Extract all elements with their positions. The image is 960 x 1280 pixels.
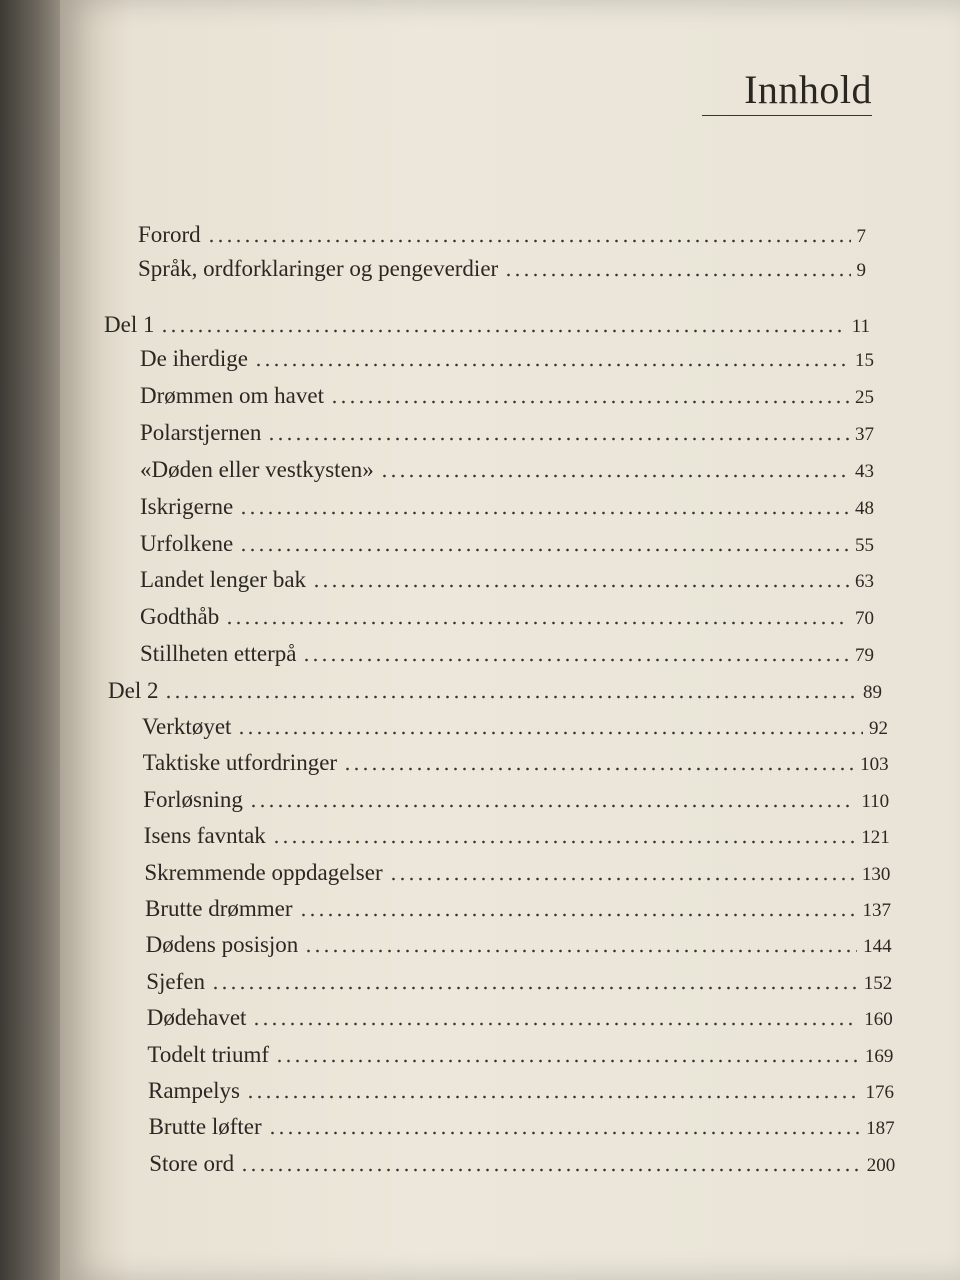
dot-leader: [302, 656, 849, 664]
dot-leader: [304, 947, 857, 955]
dot-leader: [240, 1166, 861, 1174]
toc-chapter-entry: [143, 750, 889, 780]
dot-leader: [164, 693, 857, 701]
toc-entry-page-number: 144: [863, 936, 892, 958]
toc-entry-label: Skremmende oppdagelser: [144, 859, 383, 885]
toc-entry-front-matter: [138, 256, 866, 286]
toc-entry-page-number: 79: [855, 645, 874, 667]
dot-leader: [237, 729, 863, 737]
toc-entry-label: Brutte løfter: [148, 1114, 262, 1140]
toc-entry-label: Verktøyet: [142, 714, 232, 739]
toc-chapter-entry: [140, 494, 874, 524]
toc-entry-page-number: 48: [855, 497, 874, 519]
toc-entry-page-number: 160: [864, 1009, 893, 1031]
toc-chapter-entry: [140, 567, 874, 597]
dot-leader: [330, 398, 849, 406]
toc-chapter-entry: [140, 531, 874, 561]
toc-chapter-entry: [148, 1078, 894, 1108]
toc-entry-label: Dødens posisjon: [145, 932, 299, 958]
toc-entry-page-number: 103: [860, 754, 889, 776]
dot-leader: [343, 765, 854, 773]
toc-entry-page-number: 130: [861, 863, 891, 885]
toc-entry-label: Forord: [138, 222, 201, 247]
toc-chapter-entry: [147, 1042, 893, 1072]
toc-entry-page-number: 110: [861, 790, 890, 812]
toc-entry-label: «Døden eller vestkysten»: [140, 456, 374, 482]
toc-chapter-entry: [143, 787, 889, 817]
toc-entry-page-number: 92: [869, 718, 888, 739]
dot-leader: [267, 435, 849, 443]
toc-entry-page-number: 63: [855, 571, 874, 593]
dot-leader: [380, 472, 849, 480]
toc-entry-label: Landet lenger bak: [140, 567, 307, 593]
dot-leader: [504, 271, 850, 279]
toc-entry-page-number: 89: [863, 682, 882, 703]
dot-leader: [239, 509, 849, 517]
toc-chapter-entry: [145, 896, 891, 926]
dot-leader: [252, 1020, 858, 1028]
toc-entry-page-number: 187: [866, 1118, 895, 1140]
toc-chapter-entry: [140, 383, 874, 413]
dot-leader: [225, 619, 849, 627]
toc-entry-page-number: 121: [861, 827, 890, 849]
toc-part-heading: [108, 678, 882, 708]
toc-entry-label: Taktiske utfordringer: [142, 750, 338, 776]
toc-entry-page-number: 55: [855, 534, 874, 556]
dot-leader: [268, 1129, 860, 1137]
toc-chapter-entry: [147, 1005, 893, 1035]
toc-chapter-entry: [149, 1151, 895, 1181]
toc-entry-page-number: 37: [855, 423, 874, 445]
page-title: Innhold: [744, 67, 872, 112]
toc-chapter-entry: [146, 932, 892, 962]
toc-entry-label: Polarstjernen: [140, 419, 262, 445]
toc-entry-label: Sjefen: [146, 968, 205, 994]
toc-entry-page-number: 9: [856, 260, 866, 281]
toc-chapter-entry: [140, 604, 874, 634]
dot-leader: [272, 838, 856, 846]
toc-entry-label: Iskrigerne: [140, 493, 234, 519]
toc-chapter-entry: [140, 457, 874, 487]
toc-entry-label: Dødehavet: [146, 1005, 247, 1031]
toc-entry-page-number: 176: [865, 1082, 894, 1103]
toc-entry-page-number: 200: [866, 1154, 896, 1176]
toc-entry-label: Godthåb: [140, 604, 220, 630]
dot-leader: [249, 802, 856, 810]
toc-chapter-entry: [144, 860, 890, 890]
toc-entry-label: Brutte drømmer: [145, 896, 293, 921]
toc-entry-label: Drømmen om havet: [140, 382, 324, 408]
toc-chapter-entry: [146, 969, 892, 999]
toc-entry-page-number: 169: [864, 1045, 894, 1067]
toc-entry-page-number: 25: [855, 386, 874, 408]
dot-leader: [299, 911, 857, 919]
dot-leader: [239, 546, 849, 554]
toc-entry-page-number: 7: [856, 226, 866, 247]
toc-chapter-entry: [140, 346, 874, 376]
toc-chapter-entry: [140, 420, 874, 450]
toc-entry-label: Språk, ordforklaringer og pengeverdier: [138, 256, 499, 281]
toc-entry-label: Del 2: [108, 678, 159, 703]
toc-entry-label: Stillheten etterpå: [140, 641, 297, 667]
toc-entry-label: Store ord: [149, 1150, 235, 1176]
dot-leader: [389, 875, 856, 883]
toc-entry-page-number: 11: [851, 316, 870, 337]
toc-chapter-entry: [140, 641, 874, 671]
toc-entry-label: Rampelys: [148, 1078, 240, 1103]
toc-entry-label: Todelt triumf: [147, 1041, 270, 1067]
dot-leader: [275, 1057, 859, 1065]
toc-entry-label: Forløsning: [143, 786, 243, 812]
dot-leader: [246, 1093, 860, 1101]
toc-chapter-entry: [144, 823, 890, 853]
toc-entry-page-number: 15: [855, 350, 874, 371]
dot-leader: [207, 237, 851, 245]
toc-chapter-entry: [149, 1114, 895, 1144]
dot-leader: [312, 582, 849, 590]
toc-entry-label: Isens favntak: [143, 823, 266, 849]
toc-entry-label: De iherdige: [140, 346, 248, 371]
dot-leader: [211, 984, 858, 992]
toc-entry-page-number: 137: [862, 900, 891, 921]
toc-chapter-entry: [142, 714, 888, 744]
toc-entry-front-matter: [138, 222, 866, 252]
toc-entry-label: Del 1: [104, 312, 155, 337]
toc-entry-page-number: 152: [863, 972, 893, 994]
toc-entry-label: Urfolkene: [140, 530, 234, 556]
dot-leader: [160, 327, 845, 335]
toc-part-heading: [104, 312, 870, 342]
toc-entry-page-number: 43: [855, 460, 874, 482]
toc-entry-page-number: 70: [855, 608, 874, 630]
dot-leader: [254, 361, 849, 369]
